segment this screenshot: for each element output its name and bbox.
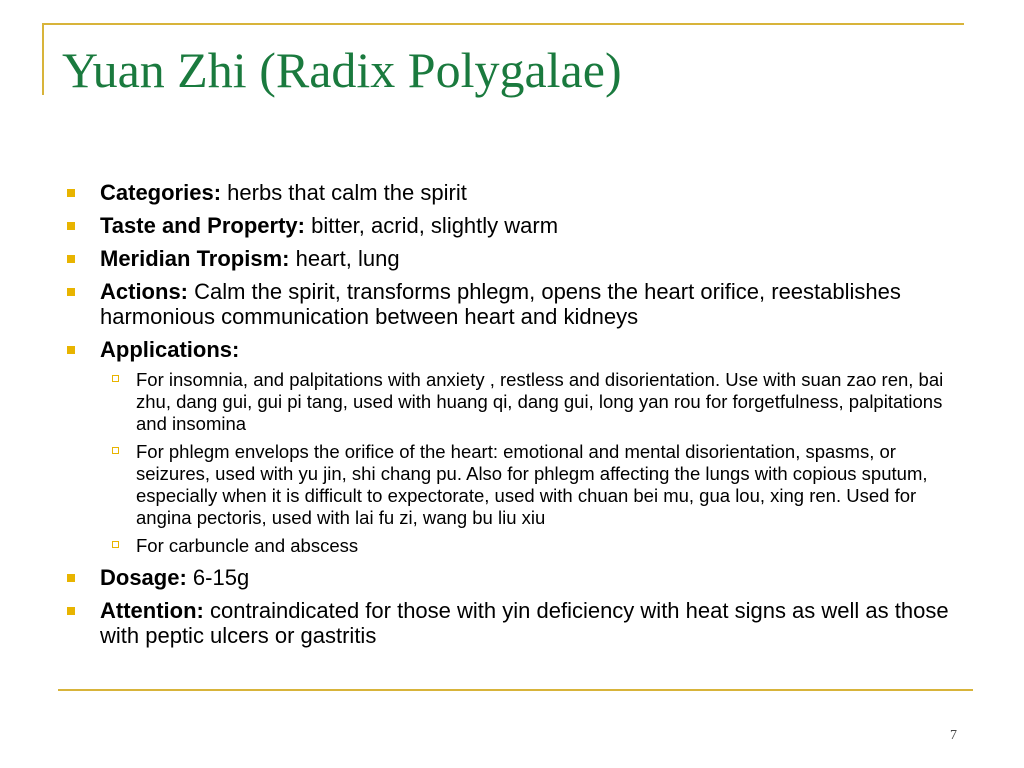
bullet-label: Applications: bbox=[100, 337, 240, 362]
bullet-label: Taste and Property: bbox=[100, 213, 305, 238]
bullet-label: Attention: bbox=[100, 598, 204, 623]
hollow-square-bullet-icon bbox=[112, 375, 119, 382]
frame-bottom-rule bbox=[58, 689, 973, 691]
frame-left-rule bbox=[42, 23, 44, 95]
bullet-item-taste-property bbox=[66, 213, 966, 238]
bullet-text: contraindicated for those with yin deficiency with heat signs as well as those with peptic ulcers or gastritis bbox=[100, 598, 949, 648]
bullet-text: bitter, acrid, slightly warm bbox=[304, 213, 559, 238]
square-bullet-icon bbox=[67, 607, 75, 615]
bullet-text: 6-15g bbox=[186, 565, 250, 590]
square-bullet-icon bbox=[67, 222, 75, 230]
square-bullet-icon bbox=[67, 255, 75, 263]
bullet-item-actions bbox=[66, 279, 966, 329]
sub-bullet-item bbox=[100, 369, 966, 435]
bullet-text: Calm the spirit, transforms phlegm, opens the heart orifice, reestablishes harmonious communication between heart and kidneys bbox=[100, 279, 901, 329]
bullet-list bbox=[66, 180, 966, 656]
bullet-item-applications bbox=[66, 337, 966, 557]
bullet-label: Dosage: bbox=[100, 565, 187, 590]
sub-bullet-list bbox=[100, 369, 966, 557]
bullet-item-meridian-tropism bbox=[66, 246, 966, 271]
bullet-label: Categories: bbox=[100, 180, 222, 205]
hollow-square-bullet-icon bbox=[112, 447, 119, 454]
bullet-item-dosage bbox=[66, 565, 966, 590]
sub-bullet-item bbox=[100, 535, 966, 557]
square-bullet-icon bbox=[67, 574, 75, 582]
bullet-label: Meridian Tropism: bbox=[100, 246, 290, 271]
bullet-label: Actions: bbox=[100, 279, 188, 304]
bullet-text: heart, lung bbox=[289, 246, 400, 271]
bullet-item-categories bbox=[66, 180, 966, 205]
square-bullet-icon bbox=[67, 346, 75, 354]
sub-bullet-text: For insomnia, and palpitations with anxiety , restless and disorientation. Use with suan zao ren, bai zhu, dang gui, gui pi tang, used with huang qi, dang gui, long yan rou for forgetfulness, palpitations and insomina bbox=[136, 369, 944, 434]
slide-title: Yuan Zhi (Radix Polygalae) bbox=[62, 42, 622, 98]
square-bullet-icon bbox=[67, 288, 75, 296]
sub-bullet-item bbox=[100, 441, 966, 529]
bullet-item-attention bbox=[66, 598, 966, 648]
page-number: 7 bbox=[950, 728, 957, 743]
bullet-text: herbs that calm the spirit bbox=[221, 180, 467, 205]
frame-top-rule bbox=[42, 23, 964, 25]
hollow-square-bullet-icon bbox=[112, 541, 119, 548]
sub-bullet-text: For carbuncle and abscess bbox=[136, 535, 359, 556]
sub-bullet-text: For phlegm envelops the orifice of the heart: emotional and mental disorientation, spasms, or seizures, used with yu jin, shi chang pu. Also for phlegm affecting the lungs with copious sputum, especially when it is difficult to expectorate, used with chuan bei mu, gua lou, xing ren. Used for angina pectoris, used with lai fu zi, wang bu liu xiu bbox=[136, 441, 928, 528]
square-bullet-icon bbox=[67, 189, 75, 197]
